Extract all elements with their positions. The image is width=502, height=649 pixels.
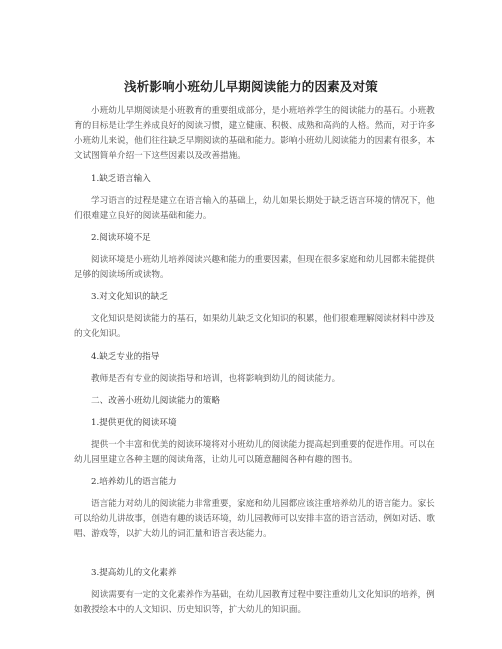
section-body-2: 阅读环境是小班幼儿培养阅读兴趣和能力的重要因素，但现在很多家庭和幼儿园都未能提供足够的阅读场所或读物。 bbox=[74, 255, 435, 280]
section-body-4: 教师是否有专业的阅读指导和培训，也将影响到幼儿的阅读能力。 bbox=[91, 374, 341, 384]
document-title: 浅析影响小班幼儿早期阅读能力的因素及对策 bbox=[123, 79, 378, 94]
section-heading-3: 3.对文化知识的缺乏 bbox=[91, 292, 168, 302]
strategy-body-2: 语言能力对幼儿的阅读能力非常重要，家庭和幼儿园都应该注重培养幼儿的语言能力。家长可以给幼儿讲故事，创造有趣的谈话环境，幼儿园教师可以安排丰富的语言活动，例如对话、歌唱、游戏等，以扩大幼儿的词汇量和语言表达能力。 bbox=[74, 499, 435, 539]
intro-paragraph: 小班幼儿早期阅读是小班教育的重要组成部分，是小班培养学生的阅读能力的基石。小班教育的目标是让学生养成良好的阅读习惯，建立健康、积极、成熟和高尚的人格。然而，对于许多小班幼儿来说，他们往往缺乏早期阅读的基础和能力。影响小班幼儿阅读能力的因素有很多，本文试图简单介绍一下这些因素以及改善措施。 bbox=[74, 106, 435, 161]
strategy-body-1: 提供一个丰富和优美的阅读环境将对小班幼儿的阅读能力提高起到重要的促进作用。可以在幼儿园里建立各种主题的阅读角落，让幼儿可以随意翻阅各种有趣的图书。 bbox=[74, 440, 435, 465]
section-heading-2: 2.阅读环境不足 bbox=[91, 233, 151, 243]
strategy-heading-3: 3.提高幼儿的文化素养 bbox=[91, 568, 177, 578]
strategy-heading-1: 1.提供更优的阅读环境 bbox=[91, 418, 177, 428]
strategy-heading-2: 2.培养幼儿的语言能力 bbox=[91, 477, 177, 487]
section-heading-1: 1.缺乏语言输入 bbox=[91, 174, 151, 184]
section-body-1: 学习语言的过程是建立在语言输入的基础上，幼儿如果长期处于缺乏语言环境的情况下，他们很难建立良好的阅读基础和能力。 bbox=[74, 196, 435, 221]
section-body-3: 文化知识是阅读能力的基石，如果幼儿缺乏文化知识的积累，他们很难理解阅读材料中涉及的文化知识。 bbox=[74, 314, 435, 339]
strategy-body-3: 阅读需要有一定的文化素养作为基础，在幼儿园教育过程中要注重幼儿文化知识的培养，例如教授绘本中的人文知识、历史知识等，扩大幼儿的知识面。 bbox=[74, 590, 435, 615]
section-heading-4: 4.缺乏专业的指导 bbox=[91, 352, 160, 362]
part-two-heading: 二、改善小班幼儿阅读能力的策略 bbox=[91, 396, 220, 406]
